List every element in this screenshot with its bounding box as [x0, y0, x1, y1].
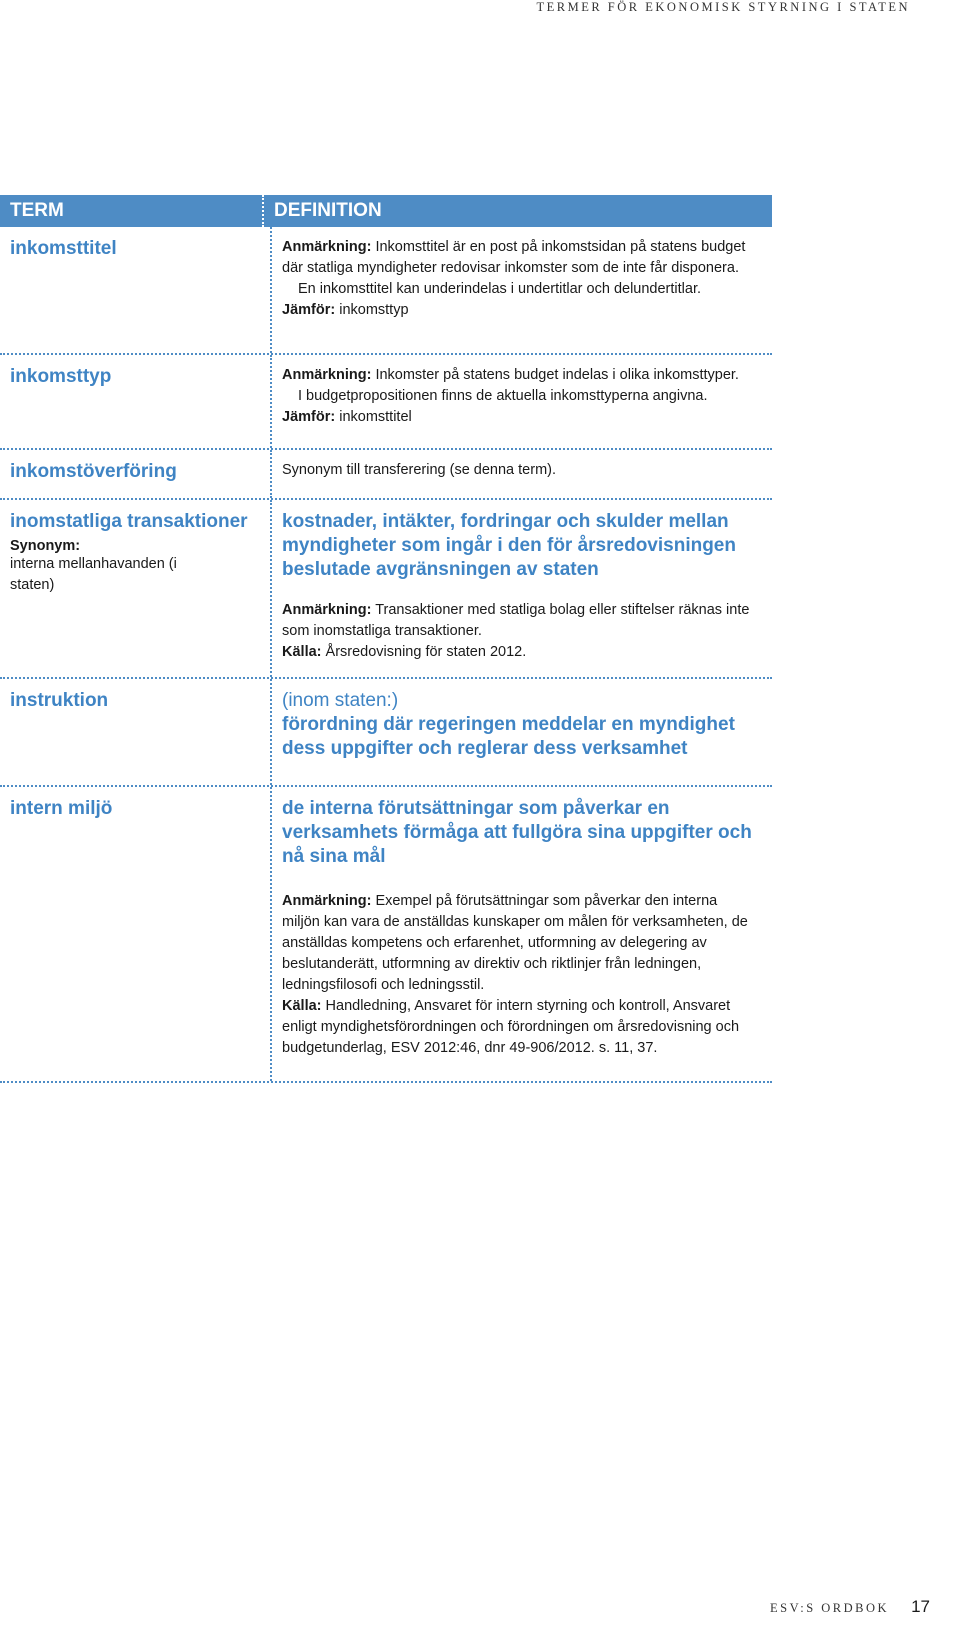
definition-cell: [272, 679, 772, 785]
synonym-text: interna mellanhavanden (i staten): [10, 556, 177, 593]
compare-label: Jämför:: [282, 302, 336, 318]
term: instruktion: [10, 690, 109, 711]
note-text: Exempel på förutsättningar som påverkar den interna miljön kan vara de anställdas kunskaper om målen för verksamheten, de anställdas kompetens och erfarenhet, utformning av delegering av beslutanderätt, utformning av direktiv och riktlinjer från ledningen, ledningsfilosofi och ledningsstil.: [282, 893, 748, 993]
entry-row-inkomsttitel: [0, 227, 772, 355]
term: inomstatliga transaktioner: [10, 511, 248, 532]
source-text: Handledning, Ansvaret för intern styrning och kontroll, Ansvaret enligt myndighetsförordningen och förordningen om årsredovisning och budgetunderlag, ESV 2012:46, dnr 49-906/2012. s. 11, 37.: [282, 998, 740, 1056]
term: inkomsttitel: [10, 238, 117, 259]
glossary-table: [0, 195, 772, 1083]
definition: de interna förutsättningar som påverkar en verksamhets förmåga att fullgöra sina uppgifter och nå sina mål: [282, 798, 752, 867]
note: [282, 365, 754, 407]
compare-label: Jämför:: [282, 409, 336, 425]
term: inkomsttyp: [10, 366, 112, 387]
source-text: Årsredovisning för staten 2012.: [321, 644, 527, 660]
table-header: [0, 195, 772, 227]
header-term: TERM: [10, 200, 64, 221]
source: [282, 996, 754, 1059]
entry-row-intern-miljo: [0, 787, 772, 1083]
term-cell: [0, 787, 272, 1081]
term-cell: [0, 679, 272, 785]
source-label: Källa:: [282, 644, 322, 660]
definition-text: Synonym till transferering (se denna term).: [282, 462, 556, 478]
header-definition: DEFINITION: [262, 195, 772, 227]
source: [282, 642, 754, 663]
entry-row-inomstatliga: [0, 500, 772, 679]
note: [282, 600, 754, 642]
note-text: Inkomsttitel är en post på inkomstsidan på statens budget där statliga myndigheter redovisar inkomster som de inte får disponera.: [282, 239, 746, 276]
term-cell: [0, 355, 272, 448]
definition: förordning där regeringen meddelar en myndighet dess uppgifter och reglerar dess verksamhet: [282, 714, 735, 759]
context-label: (inom staten:): [282, 690, 399, 711]
footer-book-title: ESV:S ORDBOK: [770, 1601, 890, 1615]
definition-cell: [272, 787, 772, 1081]
definition: kostnader, intäkter, fordringar och skulder mellan myndigheter som ingår i den för årsredovisningen beslutade avgränsningen av staten: [282, 511, 736, 580]
note-text-2: En inkomsttitel kan underindelas i undertitlar och delundertitlar.: [298, 281, 702, 297]
running-head: TERMER FÖR EKONOMISK STYRNING I STATEN: [536, 0, 910, 14]
note: [282, 237, 754, 300]
note: [282, 891, 754, 996]
term-cell: [0, 227, 272, 353]
note-text-2: I budgetpropositionen finns de aktuella inkomsttyperna angivna.: [298, 388, 708, 404]
note-label: Anmärkning:: [282, 602, 372, 618]
entry-row-inkomsttyp: [0, 355, 772, 450]
entry-row-inkomstoverforing: [0, 450, 772, 500]
note-label: Anmärkning:: [282, 239, 372, 255]
term-cell: [0, 500, 272, 677]
compare-text: inkomsttyp: [335, 302, 409, 318]
note-text: Transaktioner med statliga bolag eller stiftelser räknas inte som inomstatliga transaktioner.: [282, 602, 750, 639]
page-number: 17: [911, 1597, 930, 1616]
page-footer: [770, 1597, 930, 1617]
compare-text: inkomsttitel: [335, 409, 412, 425]
definition-cell: [272, 227, 772, 353]
compare: [282, 300, 754, 321]
note-label: Anmärkning:: [282, 367, 372, 383]
term: intern miljö: [10, 798, 113, 819]
term-cell: [0, 450, 272, 498]
definition-cell: [272, 500, 772, 677]
synonym-label: Synonym:: [10, 538, 81, 554]
note-text: Inkomster på statens budget indelas i olika inkomsttyper.: [371, 367, 739, 383]
compare: [282, 407, 754, 428]
definition-cell: [272, 450, 772, 498]
source-label: Källa:: [282, 998, 322, 1014]
entry-row-instruktion: [0, 679, 772, 787]
definition-cell: [272, 355, 772, 448]
term: inkomstöverföring: [10, 461, 177, 482]
note-label: Anmärkning:: [282, 893, 372, 909]
